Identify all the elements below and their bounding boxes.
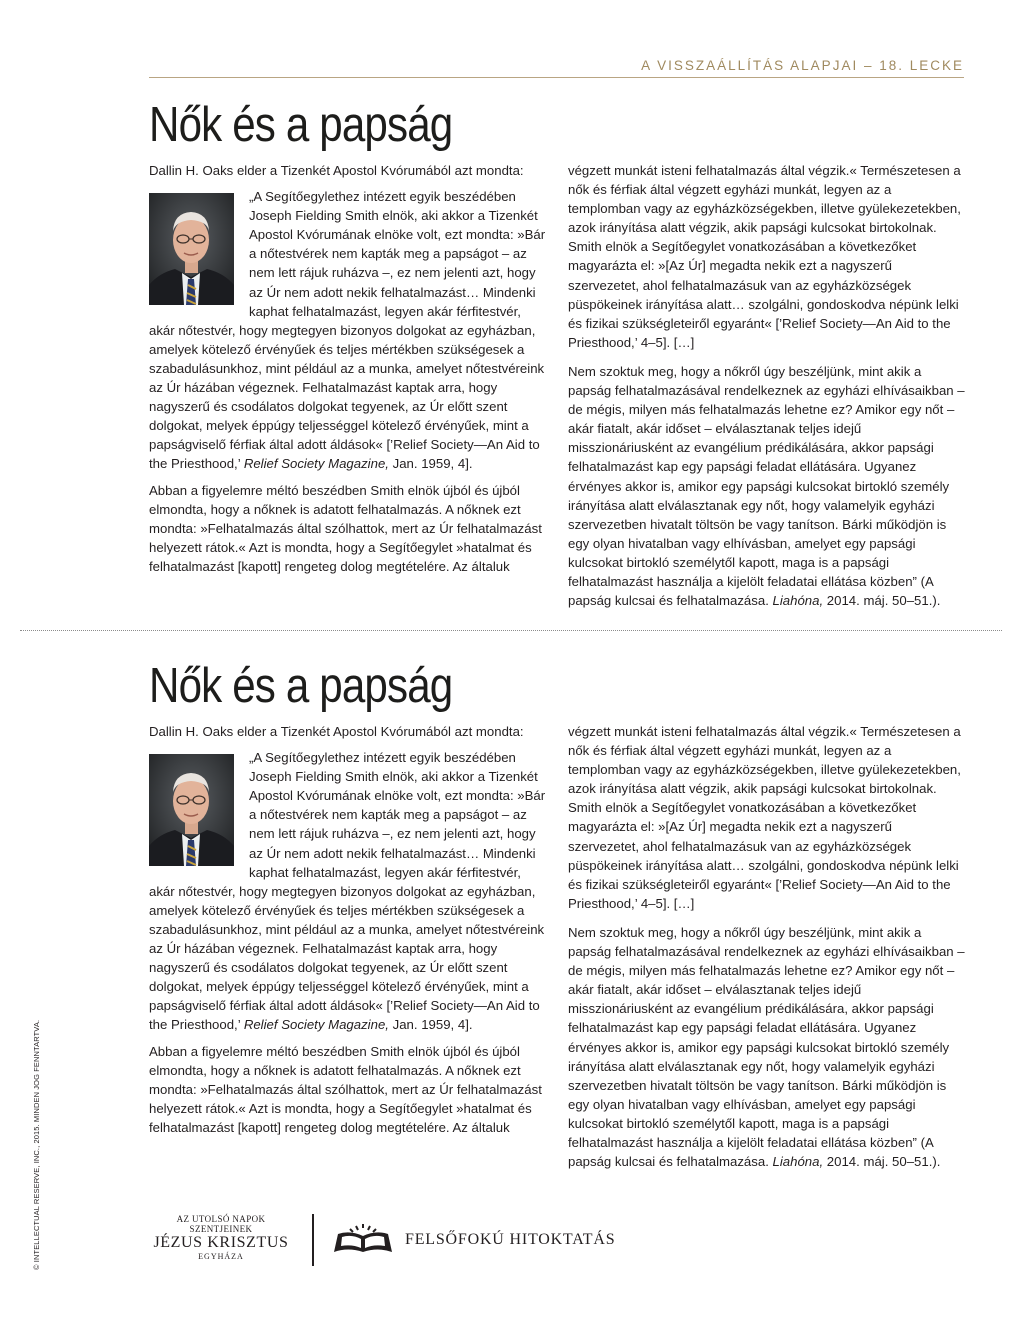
- portrait-photo: [149, 193, 234, 305]
- paragraph: Nem szoktuk meg, hogy a nőkről úgy beszéljünk, mint akik a papság felhatalmazásával rendelkeznek az egyházi elhívásaikban – de mégis, milyen más felhatalmazás lehetne ez? Amikor egy nőt – akár fiatalt, akár időset – elválasztanak teljes idejű misszionáriusként az evangélium prédikálására, akkor papsági felhatalmazást kap egy papsági feladat ellátására. Ugyanez érvényes akkor is, amikor egy papsági kulcsokat birtokló személy irányítása alatt elválasztanak egy nőt, hogy valamelyik egyházi szervezetben hivatalt töltsön be vagy tanítson. Bárki működjön is egy olyan hivatalban vagy elhívásban, amelyet egy papsági kulcsokat birtokló személytől kapott, maga is a papsági felhatalmazást használja a kijelölt feladatai ellátása közben” (A papság kulcsai és felhatalmazása. Liahóna, 2014. máj. 50–51.).: [568, 924, 965, 1170]
- intro-text: Dallin H. Oaks elder a Tizenkét Apostol Kvórumából azt mondta:: [149, 724, 524, 739]
- church-logo-line: AZ UTOLSÓ NAPOK: [176, 1214, 266, 1224]
- copyright-notice: © INTELLECTUAL RESERVE, INC., 2015. MINDEN JOG FENNTARTVA.: [32, 1019, 41, 1270]
- paragraph: Abban a figyelemre méltó beszédben Smith elnök újból és újból elmondta, hogy a nőknek is adatott felhatalmazás. A nőknek ezt mondta: »Felhatalmazás által szólhattok, mert az Úr felhatalmazást helyezett rátok.« Azt is mondta, hogy a Segítőegylet »hatalmat és felhatalmazást [kapott] rengeteg dolog megtételére. Az általuk: [149, 1043, 542, 1135]
- left-column: [149, 722, 547, 1144]
- seminary-name: FELSŐFOKÚ HITOKTATÁS: [405, 1231, 616, 1248]
- handout-top: [0, 97, 1024, 609]
- left-column: [149, 161, 547, 583]
- right-column: [568, 161, 966, 620]
- quote-paragraph: „A Segítőegylethez intézett egyik beszédében Joseph Fielding Smith elnök, aki akkor a Tizenkét Apostol Kvórumának elnöke volt, ezt mondta: »Bár a nőtestvérek nem kapták meg a papságot – az nem lett rájuk ruházva –, ez nem jelenti azt, hogy az Úr nem adott nekik felhatalmazást… Mindenki kaphat felhatalmazást, legyen akár férfitestvér, akár nőtestvér, hogy megtegyen bizonyos dolgokat az egyházban, amelyek kötelező érvényűek és teljes mértékben szükségesek a szabadulásunkhoz, mint például az a munka, amelyet nőtestvéreink az Úr házában végeznek. Felhatalmazást kaptak arra, hogy nagyszerű és csodálatos dolgokat tegyenek, az Úr előtt szent dolgokat, melyek éppúgy teljességgel kötelező érvényűek, mint a papságviselő férfiak által adott áldások« [’Relief Society—An Aid to the Priesthood,’ Relief Society Magazine, Jan. 1959, 4].: [149, 750, 546, 1033]
- article-title: Nők és a papság: [149, 98, 453, 152]
- church-logo-name: JÉZUS KRISZTUS: [153, 1234, 289, 1251]
- footer: [0, 1200, 1024, 1280]
- paragraph: végzett munkát isteni felhatalmazás által végzik.« Természetesen a nők és férfiak által végzett egyházi munkát, legyen az a templomban vagy az egyházközségekben, illetve gyülekezetekben, azok irányítása alatt végzik, akik papsági kulcsokat birtokolnak. Smith elnök a Segítőegylet vonatkozásában a következőket magyarázta el: »[Az Úr] megadta nekik ezt a nagyszerű szervezetet, ahol felhatalmazásuk van az egyházközségek püspökeinek irányítása alatt… szolgálni, gondoskodva népünk lelki és fizikai szükségleteiről egyaránt« [’Relief Society—An Aid to the Priesthood,’ 4–5]. […]: [568, 163, 961, 350]
- cut-line: [20, 630, 1002, 631]
- paragraph: Nem szoktuk meg, hogy a nőkről úgy beszéljünk, mint akik a papság felhatalmazásával rendelkeznek az egyházi elhívásaikban – de mégis, milyen más felhatalmazás lehetne ez? Amikor egy nőt – akár fiatalt, akár időset – elválasztanak teljes idejű misszionáriusként az evangélium prédikálására, akkor papsági felhatalmazást kap egy papsági feladat ellátására. Ugyanez érvényes akkor is, amikor egy papsági kulcsokat birtokló személy irányítása alatt elválasztanak egy nőt, hogy valamelyik egyházi szervezetben hivatalt töltsön be vagy tanítson. Bárki működjön is egy olyan hivatalban vagy elhívásban, amelyet egy papsági kulcsokat birtokló személytől kapott, maga is a papsági felhatalmazást használja a kijelölt feladatai ellátása közben” (A papság kulcsai és felhatalmazása. Liahóna, 2014. máj. 50–51.).: [568, 363, 965, 609]
- quote-paragraph: „A Segítőegylethez intézett egyik beszédében Joseph Fielding Smith elnök, aki akkor a Tizenkét Apostol Kvórumának elnöke volt, ezt mondta: »Bár a nőtestvérek nem kapták meg a papságot – az nem lett rájuk ruházva –, ez nem jelenti azt, hogy az Úr nem adott nekik felhatalmazást… Mindenki kaphat felhatalmazást, legyen akár férfitestvér, akár nőtestvér, hogy megtegyen bizonyos dolgokat az egyházban, amelyek kötelező érvényűek és teljes mértékben szükségesek a szabadulásunkhoz, mint például az a munka, amelyet nőtestvéreink az Úr házában végeznek. Felhatalmazást kaptak arra, hogy nagyszerű és csodálatos dolgokat tegyenek, az Úr előtt szent dolgokat, melyek éppúgy teljességgel kötelező érvényűek, mint a papságviselő férfiak által adott áldások« [’Relief Society—An Aid to the Priesthood,’ Relief Society Magazine, Jan. 1959, 4].: [149, 189, 546, 472]
- footer-divider: [312, 1214, 314, 1266]
- header-rule: [149, 77, 964, 78]
- church-logo-line: EGYHÁZA: [198, 1252, 244, 1261]
- article-title: Nők és a papság: [149, 659, 453, 713]
- running-title: A VISSZAÁLLÍTÁS ALAPJAI – 18. LECKE: [641, 58, 964, 73]
- paragraph: végzett munkát isteni felhatalmazás által végzik.« Természetesen a nők és férfiak által végzett egyházi munkát, legyen az a templomban vagy az egyházközségekben, illetve gyülekezetekben, azok irányítása alatt végzik, akik papsági kulcsokat birtokolnak. Smith elnök a Segítőegylet vonatkozásában a következőket magyarázta el: »[Az Úr] megadta nekik ezt a nagyszerű szervezetet, ahol felhatalmazásuk van az egyházközségek püspökeinek irányítása alatt… szolgálni, gondoskodva népünk lelki és fizikai szükségleteiről egyaránt« [’Relief Society—An Aid to the Priesthood,’ 4–5]. […]: [568, 724, 961, 911]
- intro-text: Dallin H. Oaks elder a Tizenkét Apostol Kvórumából azt mondta:: [149, 163, 524, 178]
- portrait-photo: [149, 754, 234, 866]
- church-logo: [146, 1214, 296, 1262]
- open-book-icon: [332, 1222, 394, 1256]
- church-logo-line: SZENTJEINEK: [189, 1224, 253, 1234]
- paragraph: Abban a figyelemre méltó beszédben Smith elnök újból és újból elmondta, hogy a nőknek is adatott felhatalmazás. A nőknek ezt mondta: »Felhatalmazás által szólhattok, mert az Úr felhatalmazást helyezett rátok.« Azt is mondta, hogy a Segítőegylet »hatalmat és felhatalmazást [kapott] rengeteg dolog megtételére. Az általuk: [149, 482, 542, 574]
- right-column: [568, 722, 966, 1181]
